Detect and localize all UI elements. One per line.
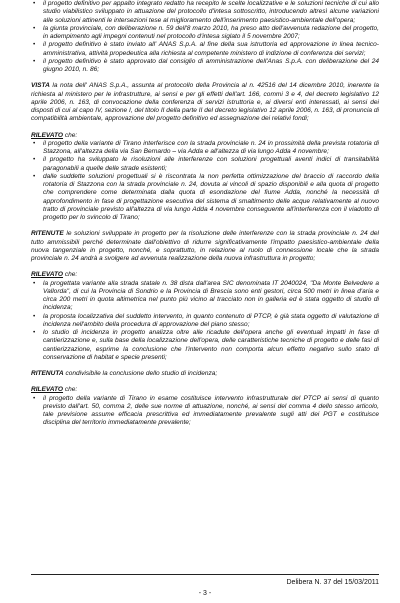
list-item: • la progettata variante alla strada statale n. 38 dista dall'area SIC denominata IT 2040024, "Da Monte Belvedere a Vallorda", di cui la Provincia di Sondrio e la Provincia di Brescia sono enti gestori, circa 500 metri in linea d'aria e circa 200 metri in quota altimetrica nel punto più vicino al tracciato non in galleria ed è stata oggetto di studio di incidenza;: [31, 280, 379, 313]
rilevato-list: [31, 395, 379, 428]
list-item: • dalle suddette soluzioni progettuali si è riscontrata la non perfetta ottimizzazione del braccio di raccordo della rotatoria di Stazzona con la strada provinciale n. 24, dovuta ai vincoli di spazio disponibili e alla quota di progetto che comprendere come determinata dalla quota di esondazione del fiume Adda, nonché la necessità di approfondimento in fase di progettazione esecutiva del sistema di smaltimento delle acque relativamente al nuovo tratto di provinciale previsto all'altezza di via lungo Adda 4 novembre conseguente all'interferenza con il viadotto di progetto per lo svincolo di Tirano;: [31, 173, 379, 223]
rilevato-heading: [31, 386, 379, 394]
rilevato-keyword: RILEVATO: [31, 386, 64, 394]
rilevato-heading: [31, 132, 379, 140]
rilevato-heading: [31, 271, 379, 279]
document-body: [31, 0, 379, 428]
page-number: - 3 -: [198, 590, 212, 597]
ritenuta-paragraph: [31, 370, 379, 378]
rilevato-suffix: che:: [63, 271, 78, 279]
list-item: • la proposta localizzativa del suddetto intervento, in quanto contenuto di PTCP, è già stata oggetto di valutazione di incidenza nell'ambito della procedura di approvazione del piano stesso;: [31, 313, 379, 330]
list-item: • il progetto definitivo per appalto integrato redatto ha recepito le scelte localizzative e le soluzioni tecniche di cui allo studio viabilistico sviluppato in attuazione del protocollo d'intesa sottoscritto, introducendo altresì alcune variazioni alle soluzioni attinenti le intersezioni tese al miglioramento dell'inserimento paesistico-ambientale dell'opera;: [31, 0, 379, 25]
rilevato-keyword: RILEVATO: [31, 271, 64, 279]
vista-keyword: VISTA: [31, 82, 50, 90]
vista-paragraph: [31, 82, 379, 123]
list-item: • il progetto della variante di Tirano interferisce con la strada provinciale n. 24 in prossimità della prevista rotatoria di Stazzona, all'altezza della via San Bernardo – via Adda e all'altezza di via lungo Adda 4 novembre;: [31, 140, 379, 157]
ritenuta-keyword: RITENUTA: [31, 370, 64, 377]
page-footer: [31, 574, 379, 597]
list-item: • il progetto definitivo è stato approvato dal consiglio di amministrazione dell'Anas S.p.A. con deliberazione del 24 giugno 2010, n. 86;: [31, 58, 379, 75]
premise-list: [31, 0, 379, 74]
rilevato-list: [31, 280, 379, 363]
rilevato-suffix: che:: [63, 131, 78, 139]
list-item: • il progetto ha sviluppato le risoluzioni alle interferenze con soluzioni progettuali aventi indici di transitabilità paragonabili a quelle delle strade esistenti;: [31, 156, 379, 173]
rilevato-suffix: che:: [63, 386, 78, 394]
ritenute-paragraph: [31, 230, 379, 263]
rilevato-keyword: RILEVATO: [31, 131, 64, 139]
ritenute-text: le soluzioni sviluppate in progetto per la risoluzione delle interferenze con la strada provinciale n. 24 del tutto ammissibili perché determinate dall'obiettivo di ridurre significativamente l'impatto paesistico-ambientale della nuova tangenziale in progetto, nonché, e soprattutto, in relazione al ruolo di connessione locale che la strada provinciale n. 24 andrà a svolgere ad avvenuta realizzazione della nuova infrastruttura in progetto;: [31, 230, 379, 262]
list-item: • il progetto definitivo è stato inviato all' ANAS S.p.A. al fine della sua istruttoria ed approvazione in linea tecnico-amministrativa, attività propedeutica alla richiesta al competente ministero di indizione di conferenza dei servizi;: [31, 41, 379, 58]
rilevato-list: [31, 140, 379, 223]
vista-text: la nota dell' ANAS S.p.A., assunta al protocollo della Provincia al n. 42516 del 14 dicembre 2010, inerente la richiesta al ministero per le infrastrutture, ai sensi e per gli effetti dell'art. 166, commi 3 e 4, del decreto legislativo 12 aprile 2006, n. 163, di convocazione della conferenza di servizi istruttoria e, ai diversi enti interessati, ai sensi dei disposti di cui al capo IV, sezione I, del titolo II della parte II del decreto legislativo 12 aprile 2006, n. 163, di pronuncia di compatibilità ambientale, approvazione del progetto definitivo ed assegnazione dei relativi fondi;: [31, 82, 379, 123]
deliberation-reference: Delibera N. 37 del 15/03/2011: [286, 579, 379, 586]
list-item: • lo studio di incidenza in progetto analizza oltre alle ricadute dell'opera anche gli eventuali impatti in fase di cantierizzazione e, sulla base della localizzazione dell'opera, delle caratteristiche tecniche di progetto e delle fasi di cantierizzazione, esprime la conclusione che l'intervento non comporta alcun effetto negativo sullo stato di conservazione di habitat e specie presenti;: [31, 329, 379, 362]
ritenuta-text: condivisibile la conclusione dello studio di incidenza;: [63, 370, 218, 377]
ritenute-keyword: RITENUTE: [31, 230, 64, 238]
list-item: • il progetto della variante di Tirano in esame costituisce intervento infrastrutturale del PTCP ai sensi di quanto previsto dall'art. 50, comma 2, delle sue norme di attuazione, nonché, ai sensi del comma 4 dello stesso articolo, tale previsione assume efficacia prescrittiva ed immediatamente prevalente sugli atti dei PGT e costituisce disciplina del territorio immediatamente prevalente;: [31, 395, 379, 428]
list-item: • la giunta provinciale, con deliberazione n. 59 dell'8 marzo 2010, ha preso atto dell'avvenuta redazione del progetto, in adempimento agli impegni contenuti nel protocollo d'intesa siglato il 5 novembre 2007;: [31, 25, 379, 42]
